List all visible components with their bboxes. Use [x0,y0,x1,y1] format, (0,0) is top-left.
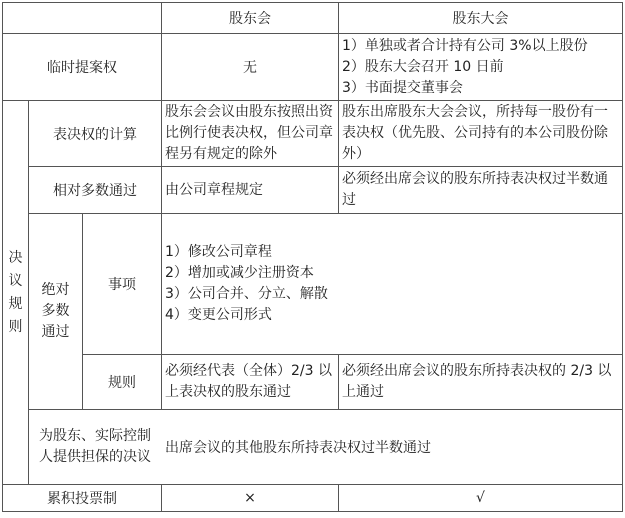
absolute-majority-label: 绝对多数通过 [41,282,70,340]
header-shareholders-meeting: 股东会 [229,11,271,27]
list-item: 4）变更公司形式 [165,307,272,323]
header-general-meeting: 股东大会 [452,11,509,27]
rules-shareholders-meeting: 必须经代表（全体）2/3 以上表决权的股东通过 [165,363,332,400]
proposal-label: 临时提案权 [47,60,117,76]
list-item: 2）增加或减少注册资本 [165,265,314,281]
cumulative-voting-shareholders-meeting: × [244,490,256,506]
proposal-general-meeting [342,34,620,100]
table-border-bottom [2,511,623,512]
matters-label: 事项 [108,277,136,293]
guarantee-label: 为股东、实际控制人提供担保的决议 [39,428,151,465]
relative-majority-label: 相对多数通过 [53,183,137,199]
table-border-right [622,2,623,512]
list-item: 3）书面提交董事会 [342,79,463,96]
relative-majority-shareholders-meeting: 由公司章程规定 [165,181,263,198]
rules-label: 规则 [108,375,136,391]
list-item: 2）股东大会召开 10 日前 [342,58,504,75]
voting-rules-label: 决议规则 [8,249,23,335]
cumulative-voting-general-meeting: √ [476,490,485,506]
matters-list [165,214,620,354]
proposal-shareholders-meeting: 无 [243,60,257,76]
list-item: 3）公司合并、分立、解散 [165,286,328,302]
vote-calc-shareholders-meeting: 股东会会议由股东按照出资比例行使表决权，但公司章程另有规定的除外 [165,104,333,162]
cumulative-voting-label: 累积投票制 [47,491,117,507]
vote-calc-general-meeting: 股东出席股东大会会议，所持每一股份有一表决权（优先股、公司持有的本公司股份除外） [342,104,608,162]
list-item: 1）修改公司章程 [165,244,272,260]
rules-general-meeting: 必须经出席会议的股东所持表决权的 2/3 以上通过 [342,363,612,400]
list-item: 1）单独或者合计持有公司 3%以上股份 [342,37,588,54]
vote-calc-label: 表决权的计算 [53,126,137,143]
relative-majority-general-meeting: 必须经出席会议的股东所持表决权过半数通过 [342,171,608,208]
guarantee-value: 出席会议的其他股东所持表决权过半数通过 [165,440,431,456]
